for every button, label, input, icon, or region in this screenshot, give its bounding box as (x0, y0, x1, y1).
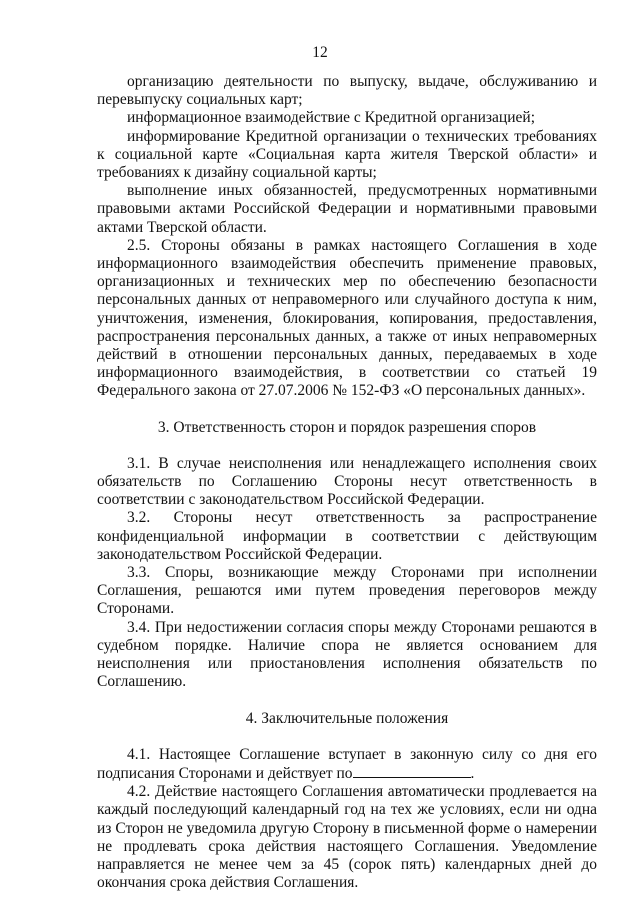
clause-3-1: 3.1. В случае неисполнения или ненадлежащего исполнения своих обязательств по Соглашению Стороны несут ответственность в соответствии с законодательством Российской Федерации. (97, 454, 597, 509)
spacer (97, 401, 597, 419)
clause-3-4: 3.4. При недостижении согласия споры между Сторонами решаются в судебном порядке. Наличие спора не является основанием для неисполнения или приостановления исполнения обязательств по Соглашению. (97, 618, 597, 691)
clause-4-1-end: . (470, 764, 475, 782)
section-4-title: 4. Заключительные положения (245, 709, 449, 727)
spacer (97, 692, 597, 710)
clause-4-1 (97, 746, 597, 783)
page-number: 12 (312, 44, 328, 61)
date-blank-line (353, 764, 471, 778)
spacer (97, 728, 597, 746)
spacer (97, 437, 597, 455)
clause-3-3: 3.3. Споры, возникающие между Сторонами при исполнении Соглашения, решаются ими путем проведения переговоров между Сторонами. (97, 564, 597, 618)
paragraph-tech-requirements: информирование Кредитной организации о технических требованиях к социальной карте «Социальная карта жителя Тверской области» и требованиях к дизайну социальной карты; (97, 127, 597, 182)
clause-4-1-text: 4.1. Настоящее Соглашение вступает в законную силу со дня его подписания Сторонами и действует по (97, 745, 597, 782)
paragraph-other-duties: выполнение иных обязанностей, предусмотренных нормативными правовыми актами Российской Федерации и нормативными правовыми актами Тверской области. (97, 182, 597, 236)
paragraph-info-interaction: информационное взаимодействие с Кредитной организацией; (127, 109, 536, 127)
clause-4-2: 4.2. Действие настоящего Соглашения автоматически продлевается на каждый последующий календарный год на тех же условиях, если ни одна из Сторон не уведомила другую Сторону в письменной форме о намерении не продлевать срока действия настоящего Соглашения. Уведомление направляется не менее чем за 45 (сорок пять) календарных дней до окончания срока действия Соглашения. (97, 783, 597, 892)
document-body (97, 73, 597, 892)
clause-2-5: 2.5. Стороны обязаны в рамках настоящего Соглашения в ходе информационного взаимодействия обеспечить применение правовых, организационных и технических мер по обеспечению безопасности персональных данных от неправомерного или случайного доступа к ним, уничтожения, изменения, блокирования, копирования, предоставления, распространения персональных данных, а также от иных неправомерных действий в отношении персональных данных, передаваемых в ходе информационного взаимодействия, в соответствии со статьей 19 Федерального закона от 27.07.2006 № 152-ФЗ «О персональных данных». (97, 236, 597, 400)
paragraph-organization: организацию деятельности по выпуску, выдаче, обслуживанию и перевыпуску социальных карт; (97, 73, 597, 109)
section-3-title: 3. Ответственность сторон и порядок разрешения споров (157, 418, 537, 436)
clause-3-2: 3.2. Стороны несут ответственность за распространение конфиденциальной информации в соответствии с действующим законодательством Российской Федерации. (97, 509, 597, 563)
